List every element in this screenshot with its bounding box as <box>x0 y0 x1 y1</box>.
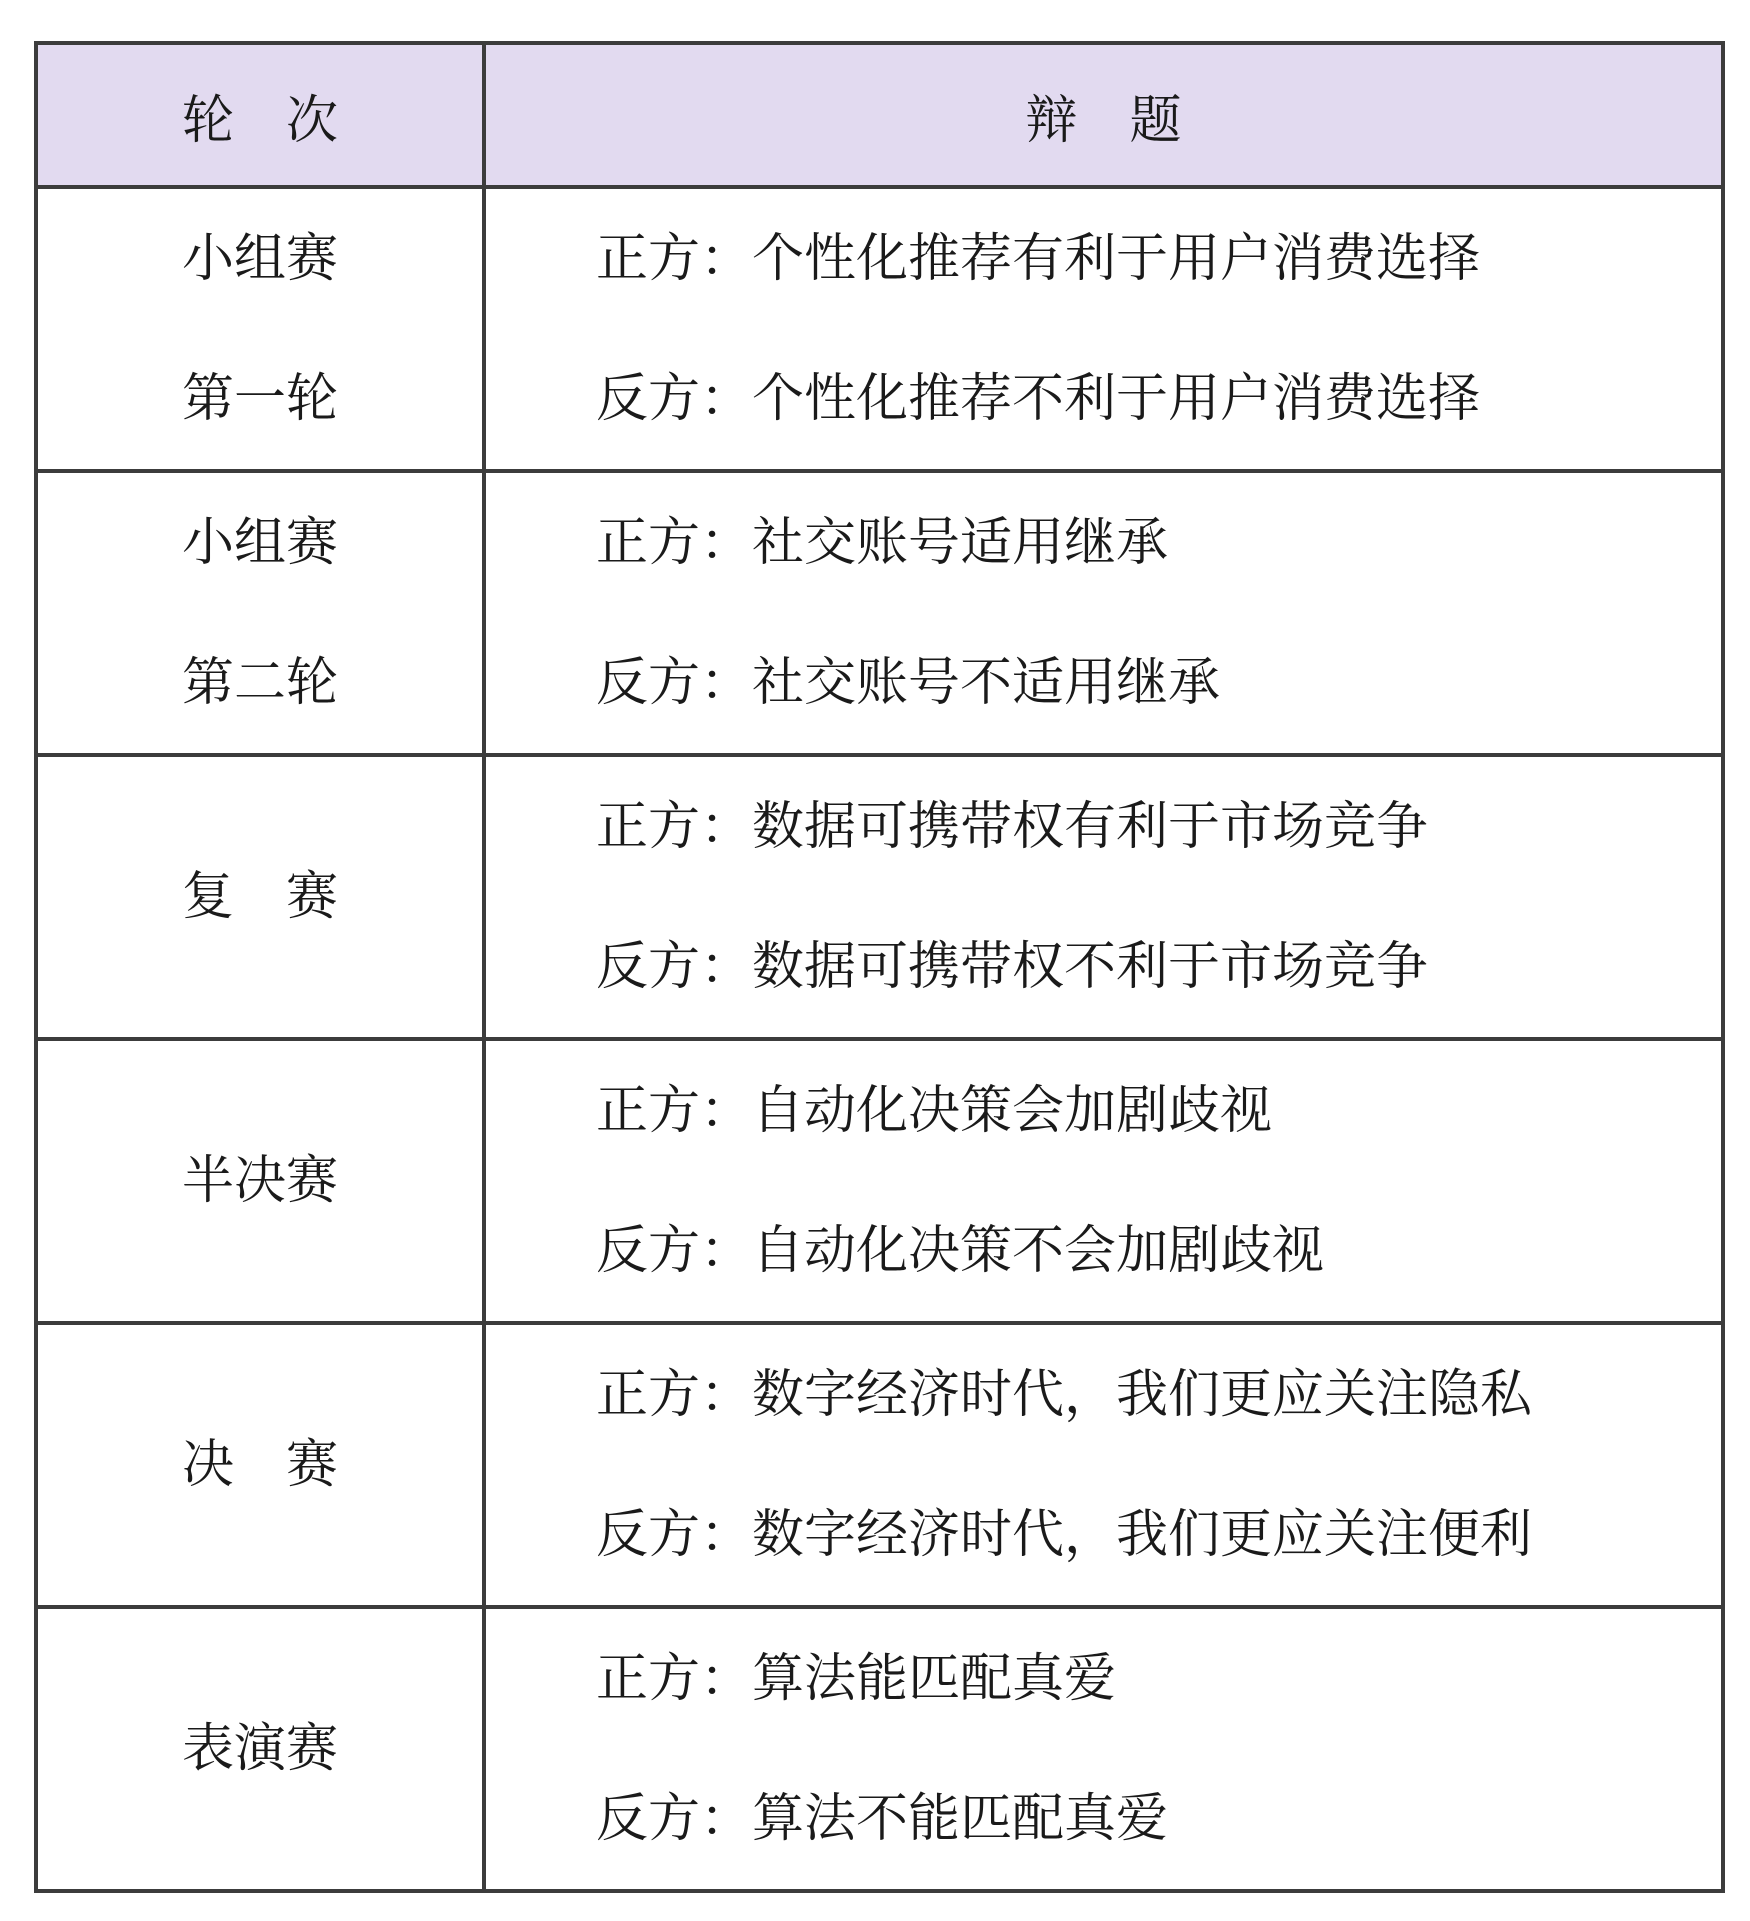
topic-cell <box>484 755 1723 1039</box>
con-topic: 反方：数据可携带权不利于市场竞争 <box>596 937 1429 997</box>
round-cell <box>36 471 484 755</box>
round-label: 复 赛 <box>181 867 338 927</box>
pro-topic: 正方：个性化推荐有利于用户消费选择 <box>596 229 1481 289</box>
con-topic: 反方：个性化推荐不利于用户消费选择 <box>596 369 1481 429</box>
round-label: 小组赛 <box>181 229 338 289</box>
table-row <box>36 471 1723 755</box>
pro-topic: 正方：自动化决策会加剧歧视 <box>596 1081 1273 1141</box>
round-label: 第二轮 <box>181 653 338 713</box>
pro-topic: 正方：数据可携带权有利于市场竞争 <box>596 797 1429 857</box>
round-label: 第一轮 <box>181 369 338 429</box>
con-topic: 反方：自动化决策不会加剧歧视 <box>596 1221 1325 1281</box>
topic-cell <box>484 1039 1723 1323</box>
round-cell <box>36 1323 484 1607</box>
topic-cell <box>484 1323 1723 1607</box>
table-row <box>36 187 1723 471</box>
table-row <box>36 1039 1723 1323</box>
topic-cell <box>484 187 1723 471</box>
round-label: 半决赛 <box>181 1151 338 1211</box>
header-row <box>36 43 1723 187</box>
topic-cell <box>484 1607 1723 1891</box>
pro-topic: 正方：数字经济时代，我们更应关注隐私 <box>596 1365 1533 1425</box>
con-topic: 反方：社交账号不适用继承 <box>596 653 1221 713</box>
topic-cell <box>484 471 1723 755</box>
debate-schedule-table <box>34 41 1725 1893</box>
round-label: 决 赛 <box>181 1435 338 1495</box>
table-row <box>36 1323 1723 1607</box>
round-label: 小组赛 <box>181 513 338 573</box>
round-cell <box>36 187 484 471</box>
table-body <box>36 187 1723 1891</box>
header-topic: 辩 题 <box>484 43 1723 187</box>
pro-topic: 正方：社交账号适用继承 <box>596 513 1169 573</box>
con-topic: 反方：算法不能匹配真爱 <box>596 1789 1169 1849</box>
con-topic: 反方：数字经济时代，我们更应关注便利 <box>596 1505 1533 1565</box>
header-round: 轮 次 <box>36 43 484 187</box>
table-row <box>36 1607 1723 1891</box>
round-label: 表演赛 <box>181 1719 338 1779</box>
table-row <box>36 755 1723 1039</box>
round-cell <box>36 755 484 1039</box>
table-header <box>36 43 1723 187</box>
round-cell <box>36 1607 484 1891</box>
pro-topic: 正方：算法能匹配真爱 <box>596 1649 1117 1709</box>
round-cell <box>36 1039 484 1323</box>
